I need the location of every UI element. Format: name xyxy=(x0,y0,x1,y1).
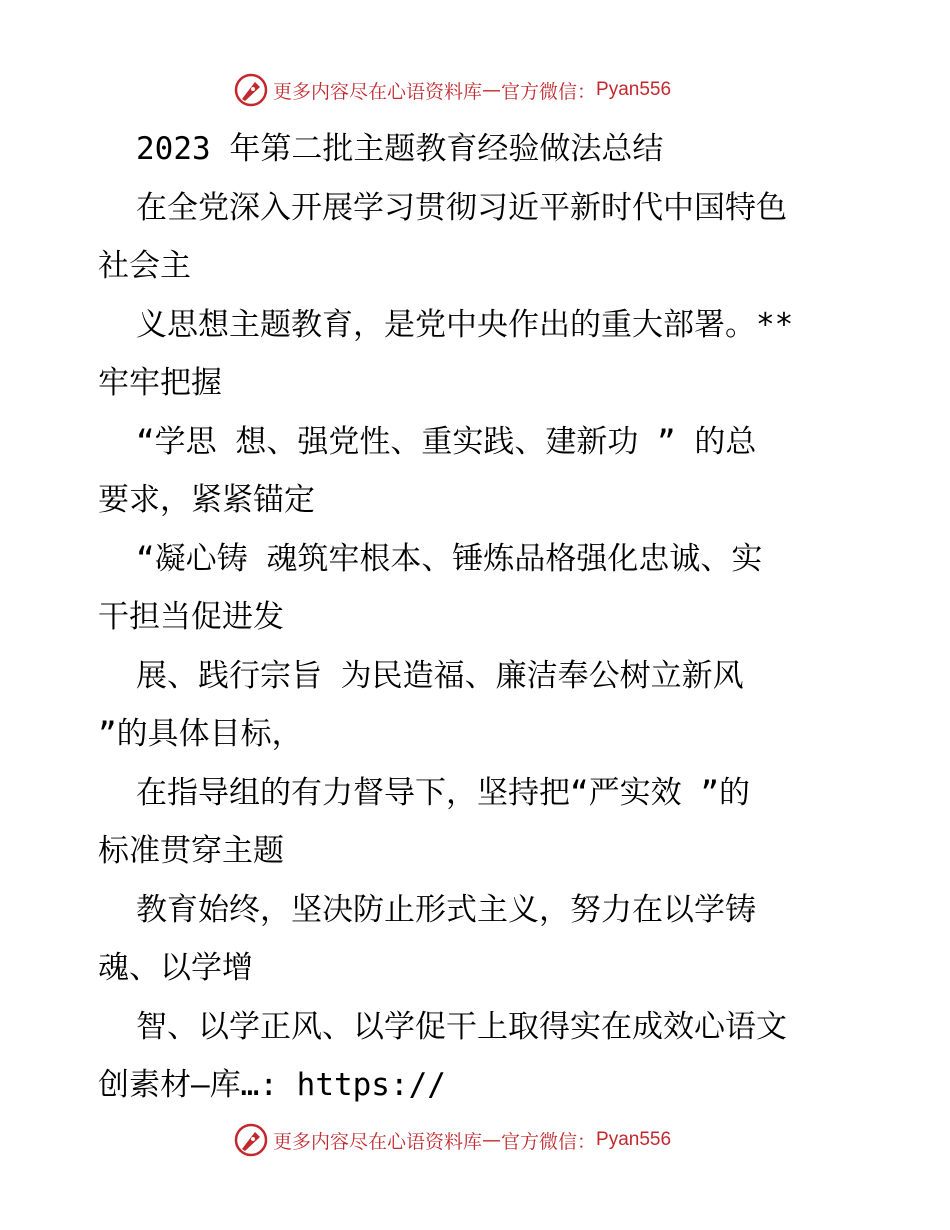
text-line: 在指导组的有力督导下，坚持把“严实效 ”的 xyxy=(136,774,750,811)
text-line: ”的具体目标， xyxy=(98,716,303,752)
watermark-banner-top xyxy=(233,70,671,110)
pen-nib-logo-icon xyxy=(233,1122,269,1158)
watermark-account-label: 官方微信： xyxy=(501,80,597,103)
text-line: 义思想主题教育，是党中央作出的重大部署。** xyxy=(136,306,794,343)
document-title: 2023 年第二批主题教育经验做法总结 xyxy=(136,131,664,167)
watermark-separator: — xyxy=(482,79,502,101)
text-line: 智、以学正风、以学促干上取得实在成效心语文 xyxy=(136,1008,787,1045)
watermark-account: Pyan556 xyxy=(596,79,672,100)
text-line: 教育始终，坚决防止形式主义，努力在以学铸 xyxy=(136,891,756,928)
text-line: 标准贯穿主题 xyxy=(98,833,284,869)
text-line: 展、践行宗旨 为民造福、廉洁奉公树立新风 xyxy=(136,657,744,694)
watermark-text: 更多内容尽在心语资料库 xyxy=(273,80,483,103)
pen-nib-logo-icon xyxy=(233,72,269,108)
watermark-separator: — xyxy=(482,1129,502,1151)
watermark-account-label: 官方微信： xyxy=(501,1130,597,1153)
document-body xyxy=(98,120,858,1115)
text-line: 牢牢把握 xyxy=(98,365,222,401)
text-line: “学思 想、强党性、重实践、建新功 ” 的总 xyxy=(136,423,757,460)
watermark-account: Pyan556 xyxy=(596,1129,672,1150)
text-line: 魂、以学增 xyxy=(98,950,253,986)
text-line: 要求，紧紧锚定 xyxy=(98,482,315,518)
text-line: 社会主 xyxy=(98,248,191,284)
text-line: 干担当促进发 xyxy=(98,599,284,635)
watermark-banner-bottom xyxy=(233,1120,671,1160)
text-line: “凝心铸 魂筑牢根本、锤炼品格强化忠诚、实 xyxy=(136,540,763,577)
text-line: 在全党深入开展学习贯彻习近平新时代中国特色 xyxy=(136,189,787,226)
text-line: 创素材—库…: https:// xyxy=(98,1067,446,1103)
watermark-text: 更多内容尽在心语资料库 xyxy=(273,1130,483,1153)
